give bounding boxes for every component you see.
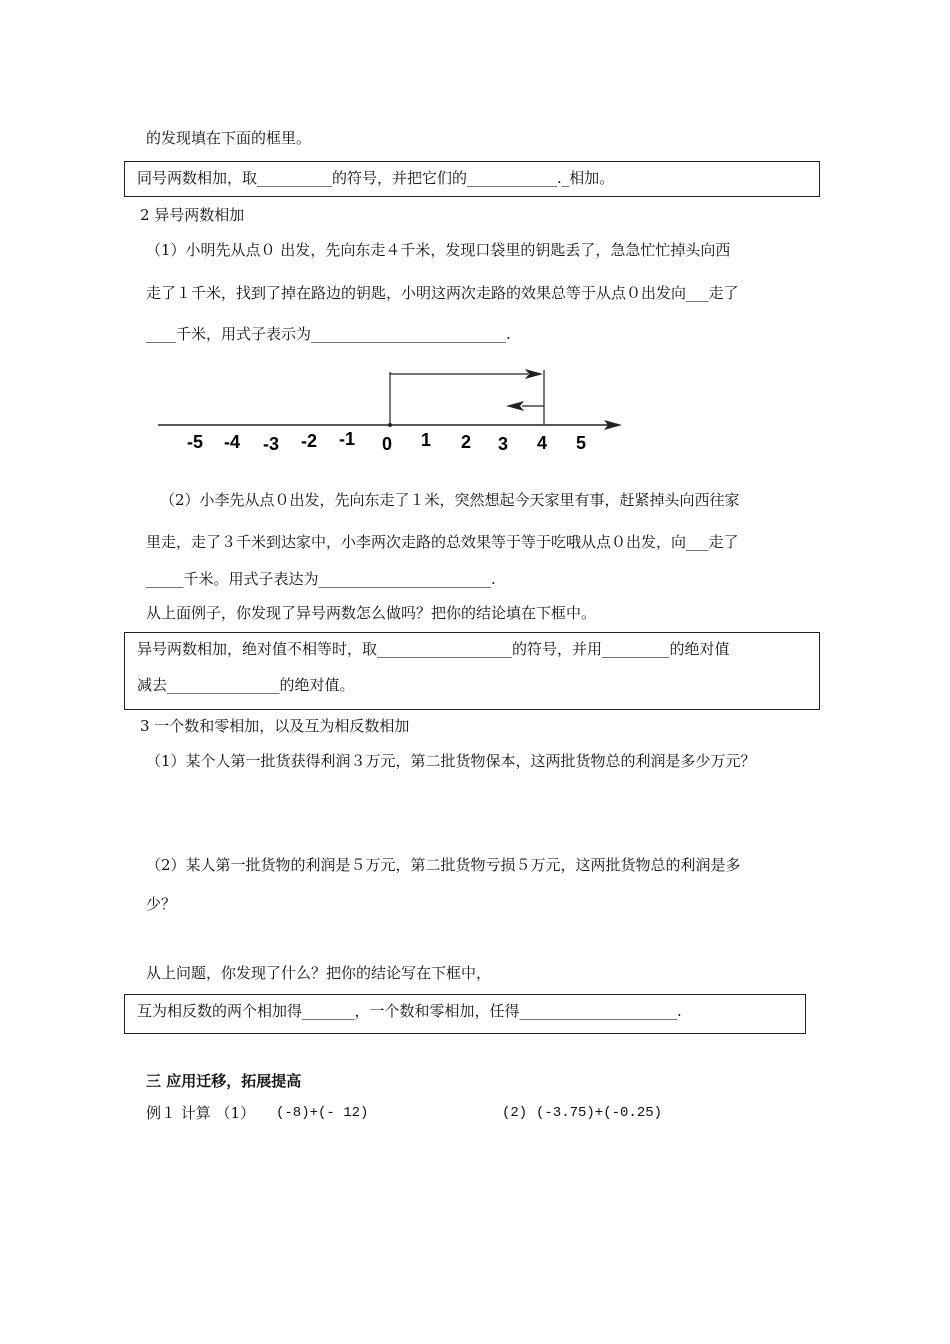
tick-label: 0 — [381, 434, 393, 454]
tick-label: -1 — [338, 429, 356, 449]
tick-label: -4 — [223, 432, 241, 452]
rule-box-same-sign — [124, 161, 820, 197]
example-expression-1: (-8)+(- 12) — [276, 1105, 369, 1121]
tick-label: 4 — [536, 433, 548, 453]
rule-box-diff-sign — [124, 632, 820, 710]
tick-label: 5 — [575, 433, 587, 453]
rule-box-diff-sign-line2: 减去_______________的绝对值。 — [137, 676, 355, 694]
example-expression-2: (-3.75)+(-0.25) — [536, 1105, 663, 1121]
example-label: 例１ 计算 （1） — [146, 1104, 256, 1122]
intro-line: 的发现填在下面的框里。 — [146, 129, 312, 147]
tick-label: 1 — [420, 430, 432, 450]
q3-part2-line1: （2）某人第一批货物的利润是５万元，第二批货物亏损５万元，这两批货物总的利润是多 — [146, 856, 741, 874]
section-3-title: 3 一个数和零相加，以及互为相反数相加 — [140, 717, 410, 735]
tick-label: -2 — [300, 431, 318, 451]
rule-box-opposite — [124, 994, 806, 1034]
conclusion-prompt: 从上面例子，你发现了异号两数怎么做吗？把你的结论填在下框中。 — [146, 604, 597, 622]
q2-line1: （2）小李先从点０出发，先向东走了１米，突然想起今天家里有事，赶紧掉头向西往家 — [160, 491, 740, 509]
tick-label: -5 — [186, 432, 204, 452]
tick-label: 3 — [497, 434, 509, 454]
rule-box-diff-sign-line1: 异号两数相加，绝对值不相等时，取__________________的符号，并用_________的绝对值 — [137, 640, 730, 658]
rule-box-same-sign-text: 同号两数相加，取__________的符号，并把它们的____________._相加。 — [137, 169, 615, 187]
rule-box-opposite-text: 互为相反数的两个相加得_______，一个数和零相加，任得_____________________. — [137, 1002, 682, 1020]
q2-line3: _____千米。用式子表达为_______________________. — [146, 570, 496, 588]
q2-line2: 里走，走了３千米到达家中，小李两次走路的总效果等于等于吃哦从点０出发，向___走了 — [146, 533, 739, 551]
q1-line2: 走了１千米，找到了掉在路边的钥匙，小明这两次走路的效果总等于从点０出发向___走了 — [146, 284, 739, 302]
tick-label: -3 — [262, 434, 280, 454]
example-label-2: (2) — [502, 1105, 528, 1121]
west-arrowhead — [506, 401, 524, 411]
number-line-diagram — [150, 362, 640, 462]
q1-line3: ____千米，用式子表示为__________________________. — [146, 325, 511, 343]
section-apply-title: 三 应用迁移，拓展提高 — [146, 1072, 302, 1090]
prompt-3: 从上问题，你发现了什么？把你的结论写在下框中， — [146, 964, 492, 982]
q1-line1: （1）小明先从点０ 出发，先向东走４千米，发现口袋里的钥匙丢了，急急忙忙掉头向西 — [146, 241, 731, 259]
section-2-title: 2 异号两数相加 — [140, 206, 245, 224]
tick-label: 2 — [460, 432, 472, 452]
q3-part1: （1）某个人第一批货获得利润３万元，第二批货物保本，这两批货物总的利润是多少万元？ — [146, 752, 756, 770]
q3-part2-line2: 少？ — [146, 895, 177, 913]
